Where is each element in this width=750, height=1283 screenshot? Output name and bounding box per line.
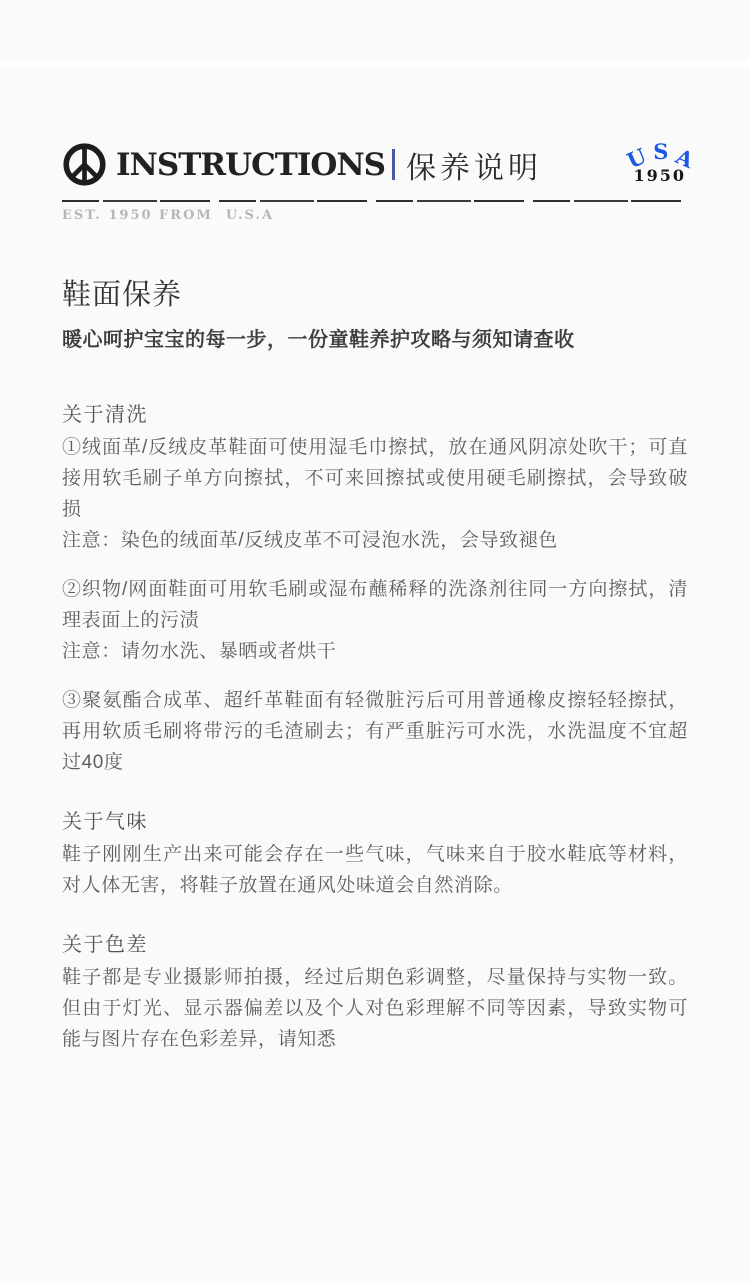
- badge-letter: S: [653, 138, 669, 164]
- section-color-difference: [62, 928, 688, 1055]
- cleaning-step-3: [62, 685, 688, 778]
- section-cleaning: [62, 398, 688, 778]
- usa-arc-text: [622, 138, 697, 173]
- section-odor: [62, 805, 688, 901]
- step-note: 注意：请勿水洗、暴晒或者烘干: [62, 641, 337, 662]
- cleaning-step-2: [62, 574, 688, 667]
- color-difference-paragraph: [62, 962, 688, 1055]
- cleaning-step-1: [62, 432, 688, 556]
- badge-year: 1950: [633, 165, 687, 185]
- page-title: 鞋面保养: [62, 279, 183, 311]
- step-body: 鞋子都是专业摄影师拍摄，经过后期色彩调整，尽量保持与实物一致。但由于灯光、显示器偏差以及个人对色彩理解不同等因素，导致实物可能与图片存在色彩差异，请知悉: [62, 967, 688, 1050]
- title-separator-bar: [392, 149, 395, 180]
- peace-sign-icon: [62, 142, 107, 187]
- header-title-group: [62, 142, 542, 187]
- badge-letter: A: [671, 142, 697, 173]
- page-subtitle: 暖心呵护宝宝的每一步，一份童鞋养护攻略与须知请查收: [62, 329, 575, 351]
- distressed-divider: [62, 200, 688, 202]
- step-body: ②织物/网面鞋面可用软毛刷或湿布蘸稀释的洗涤剂往同一方向擦拭，清理表面上的污渍: [62, 579, 688, 631]
- step-body: ①绒面革/反绒皮革鞋面可使用湿毛巾擦拭，放在通风阴凉处吹干；可直接用软毛刷子单方向擦拭，不可来回擦拭或使用硬毛刷擦拭，会导致破损: [62, 437, 688, 520]
- section-title-color-difference: 关于色差: [62, 934, 148, 956]
- header-title-zh: 保养说明: [406, 151, 543, 185]
- section-title-cleaning: 关于清洗: [62, 404, 148, 426]
- section-separator-strip: [0, 60, 750, 67]
- step-body: ③聚氨酯合成革、超纤革鞋面有轻微脏污后可用普通橡皮擦轻轻擦拭，再用软质毛刷将带污的毛渣刷去；有严重脏污可水洗，水洗温度不宜超过40度: [62, 690, 688, 773]
- care-content: [62, 272, 688, 1082]
- header-title-en: INSTRUCTIONS: [116, 146, 386, 183]
- step-body: 鞋子刚刚生产出来可能会存在一些气味，气味来自于胶水鞋底等材料，对人体无害，将鞋子放置在通风处味道会自然消除。: [62, 844, 688, 896]
- header: [62, 138, 697, 187]
- section-title-odor: 关于气味: [62, 811, 148, 833]
- odor-paragraph: [62, 839, 688, 901]
- step-note: 注意：染色的绒面革/反绒皮革不可浸泡水洗，会导致褪色: [62, 530, 558, 551]
- badge-letter: U: [622, 142, 650, 173]
- est-tagline: EST. 1950 FROM U.S.A: [62, 208, 275, 223]
- usa-1950-badge: [622, 138, 697, 185]
